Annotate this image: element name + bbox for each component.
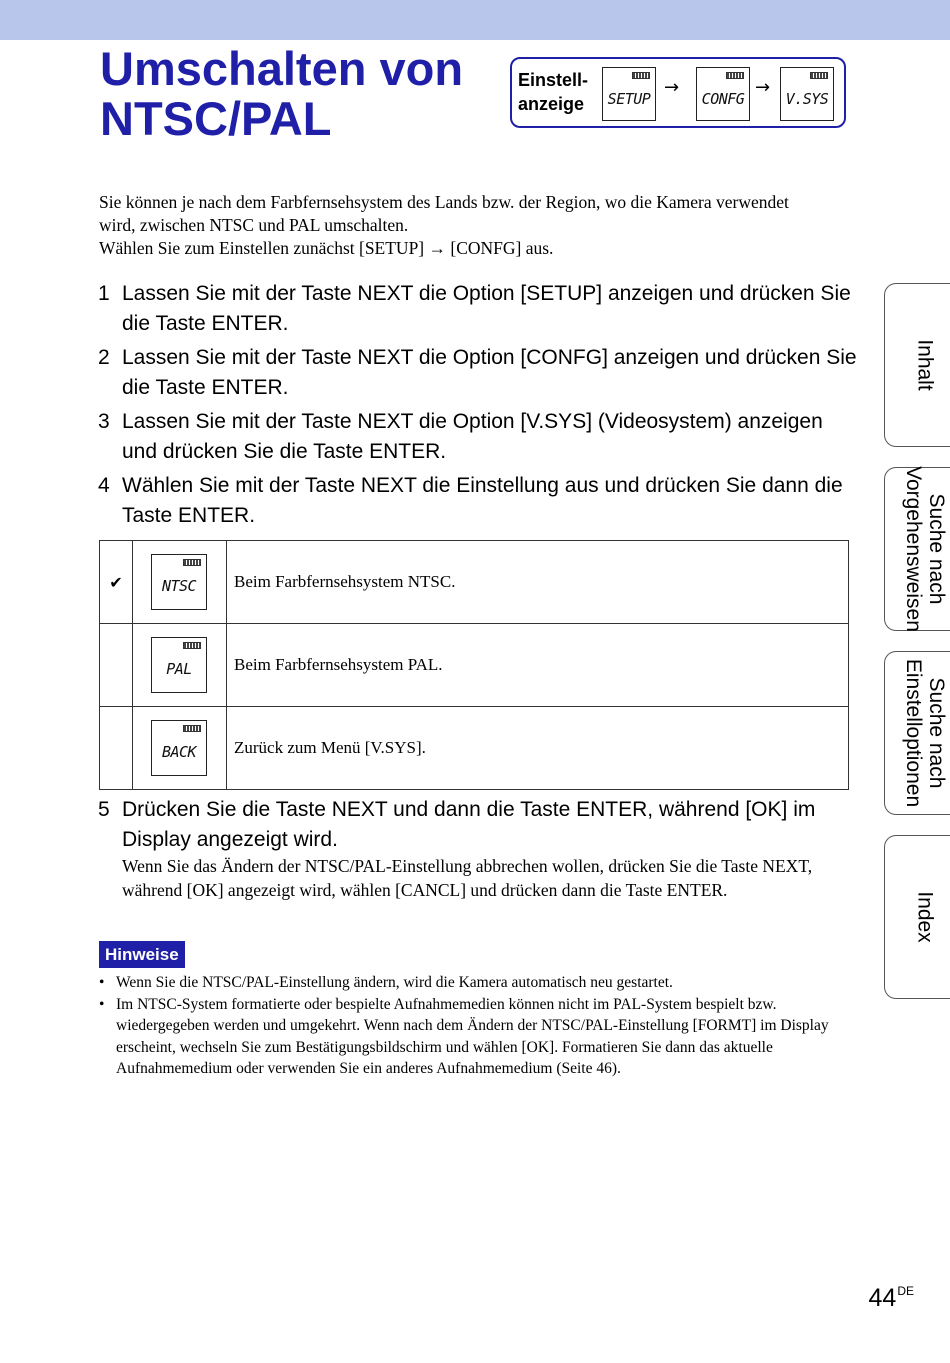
step-5 <box>98 795 858 902</box>
step-number: 4 <box>98 474 110 497</box>
step-text: Lassen Sie mit der Taste NEXT die Option [CONFG] anzeigen und drücken Sie die Taste ENTER. <box>122 346 857 399</box>
lcd-pal-screen <box>151 637 207 693</box>
notes-heading: Hinweise <box>99 941 185 968</box>
lcd-confg-screen <box>696 67 750 121</box>
step-text: Drücken Sie die Taste NEXT und dann die Taste ENTER, während [OK] im Display angezeigt wird. <box>122 798 816 851</box>
step-item <box>98 795 858 854</box>
page-number-value: 44 <box>868 1284 897 1312</box>
step-number: 1 <box>98 282 110 305</box>
mark-cell <box>100 624 133 707</box>
default-check-icon: ✔ <box>100 541 133 624</box>
step-item <box>98 471 858 530</box>
display-cell <box>133 624 227 707</box>
step-number: 2 <box>98 346 110 369</box>
tab-index[interactable] <box>884 835 950 999</box>
intro-paragraph: Sie können je nach dem Farbfernsehsystem des Lands bzw. der Region, wo die Kamera verwendet wird, zwischen NTSC und PAL umschalten. <box>99 192 789 235</box>
note-item: • Wenn Sie die NTSC/PAL-Einstellung ändern, wird die Kamera automatisch neu gestartet. <box>99 972 851 994</box>
notes-list <box>99 972 851 1080</box>
tab-label-line2: Einstelloptionen <box>901 658 925 808</box>
note-item: • Im NTSC-System formatierte oder bespielte Aufnahmemedien können nicht im PAL-System bespielt bzw. wiedergegeben werden und umgekehrt. Wenn nach dem Ändern der NTSC/PAL-Einstellung [FORMT] im Display erscheint, wechseln Sie zum Bestätigungsbildschirm und wählen [OK]. Formatieren Sie dann das aktuelle Aufnahmemedium oder verwenden Sie ein anderes Aufnahmemedium (Seite 46). <box>99 994 851 1080</box>
lcd-text: V.SYS <box>785 90 829 108</box>
battery-icon <box>183 725 201 732</box>
page-title-line1: Umschalten von <box>100 42 464 95</box>
step-text: Lassen Sie mit der Taste NEXT die Option [SETUP] anzeigen und drücken Sie die Taste ENTER. <box>122 282 851 335</box>
option-description: Beim Farbfernsehsystem PAL. <box>227 624 849 707</box>
lcd-vsys-screen <box>780 67 834 121</box>
tab-label <box>913 891 936 942</box>
step-text: Lassen Sie mit der Taste NEXT die Option [V.SYS] (Videosystem) anzeigen und drücken Sie die Taste ENTER. <box>122 410 823 463</box>
step-number: 5 <box>98 798 110 821</box>
step-item <box>98 279 858 338</box>
option-description: Beim Farbfernsehsystem NTSC. <box>227 541 849 624</box>
lcd-text: CONFG <box>701 90 745 108</box>
arrow-right-icon: → <box>664 77 680 98</box>
page-title-line2: NTSC/PAL <box>100 92 332 145</box>
settings-path-label-line1: Einstell- <box>518 70 589 90</box>
lcd-back-screen <box>151 720 207 776</box>
tab-label-line1: Inhalt <box>913 339 936 391</box>
tab-label-line2: Vorgehensweisen <box>901 466 925 632</box>
battery-icon <box>183 559 201 566</box>
tab-label-line1: Index <box>913 891 936 943</box>
top-color-bar <box>0 0 950 40</box>
page-number <box>869 1284 914 1313</box>
option-description: Zurück zum Menü [V.SYS]. <box>227 707 849 790</box>
step-item <box>98 407 858 466</box>
lcd-text: NTSC <box>161 577 197 595</box>
steps-list <box>98 279 858 535</box>
battery-icon <box>632 72 650 79</box>
tab-label-line1: Suche nach <box>924 677 948 789</box>
page-language-suffix: DE <box>897 1284 914 1298</box>
step-number: 3 <box>98 410 110 433</box>
table-row <box>100 624 849 707</box>
tab-label <box>902 466 948 632</box>
tab-suche-vorgehensweisen[interactable] <box>884 467 950 631</box>
settings-path-label-line2: anzeige <box>518 94 585 114</box>
tab-inhalt[interactable] <box>884 283 950 447</box>
battery-icon <box>726 72 744 79</box>
battery-icon <box>183 642 201 649</box>
display-cell <box>133 541 227 624</box>
page-title <box>100 44 463 144</box>
table-row <box>100 707 849 790</box>
arrow-right-icon: → <box>755 77 771 98</box>
options-table <box>99 540 849 790</box>
tab-label-line1: Suche nach <box>924 493 948 605</box>
settings-path-box <box>510 57 846 128</box>
settings-path-label <box>518 68 588 116</box>
battery-icon <box>810 72 828 79</box>
lcd-text: BACK <box>161 743 197 761</box>
intro-instruction: Wählen Sie zum Einstellen zunächst [SETUP] → [CONFG] aus. <box>99 238 554 258</box>
display-cell <box>133 707 227 790</box>
intro-text <box>99 191 819 260</box>
step-5-note: Wenn Sie das Ändern der NTSC/PAL-Einstellung abbrechen wollen, drücken Sie die Taste NEXT, während [OK] angezeigt wird, wählen [CANCL] und drücken dann die Taste ENTER. <box>122 856 813 900</box>
lcd-text: PAL <box>166 660 192 678</box>
lcd-ntsc-screen <box>151 554 207 610</box>
tab-suche-einstelloptionen[interactable] <box>884 651 950 815</box>
tab-label <box>913 339 936 390</box>
lcd-setup-screen <box>602 67 656 121</box>
mark-cell <box>100 707 133 790</box>
step-text: Wählen Sie mit der Taste NEXT die Einstellung aus und drücken Sie dann die Taste ENTER. <box>122 474 843 527</box>
tab-label <box>902 659 948 807</box>
lcd-text: SETUP <box>607 90 651 108</box>
step-item <box>98 343 858 402</box>
table-row <box>100 541 849 624</box>
